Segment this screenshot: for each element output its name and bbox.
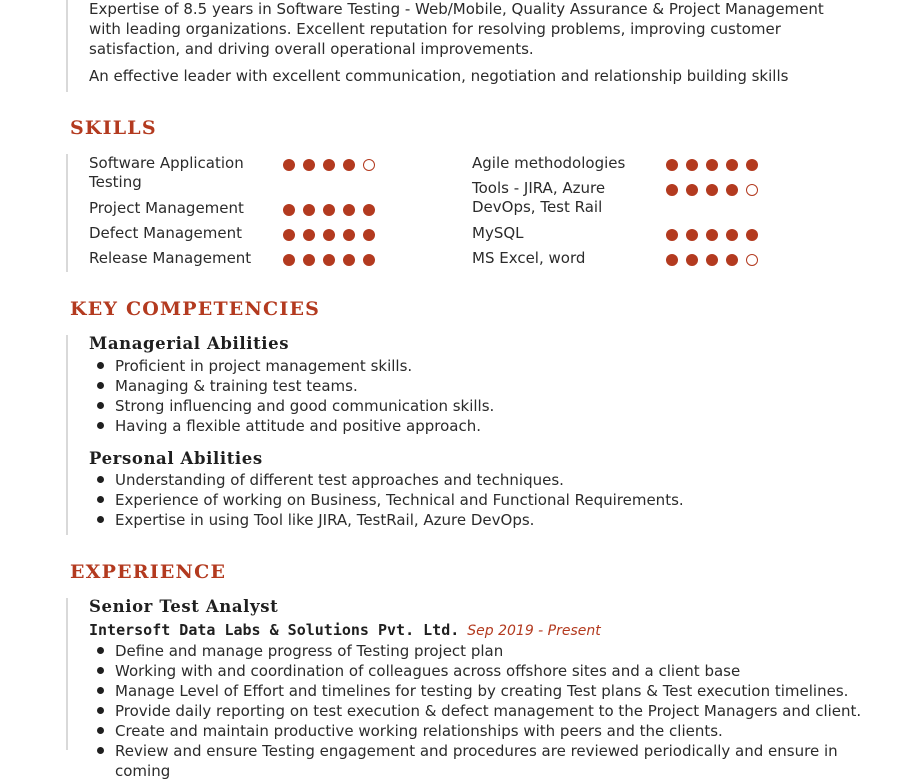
list-item <box>89 376 869 396</box>
bullet-icon <box>97 382 104 389</box>
experience-rule <box>66 598 68 750</box>
skill-name: Software Application Testing <box>89 154 244 191</box>
rating-dot-filled <box>666 159 678 171</box>
rating-dot-empty <box>746 254 758 266</box>
rating-dot-filled <box>343 229 355 241</box>
rating-dot-filled <box>363 254 375 266</box>
rating-dot-filled <box>666 229 678 241</box>
rating-dot-filled <box>363 229 375 241</box>
skills-heading: SKILLS <box>70 117 157 139</box>
rating-dot-filled <box>323 254 335 266</box>
list-item <box>89 356 869 376</box>
rating-dot-filled <box>343 204 355 216</box>
managerial-abilities-title: Managerial Abilities <box>89 334 290 353</box>
list-item <box>89 470 869 490</box>
bullet-icon <box>97 667 104 674</box>
job-dates: Sep 2019 - Present <box>467 623 601 639</box>
rating-dot-empty <box>746 184 758 196</box>
rating-dot-filled <box>283 159 295 171</box>
rating-dot-filled <box>323 229 335 241</box>
rating-dot-filled <box>706 254 718 266</box>
rating-dot-filled <box>726 229 738 241</box>
rating-dot-filled <box>706 229 718 241</box>
skill-rating <box>283 204 375 216</box>
rating-dot-filled <box>323 159 335 171</box>
bullet-icon <box>97 516 104 523</box>
list-item <box>89 661 869 681</box>
rating-dot-filled <box>726 159 738 171</box>
personal-abilities-list <box>89 470 869 530</box>
list-item-text: Define and manage progress of Testing project plan <box>115 642 504 660</box>
list-item-text: Expertise in using Tool like JIRA, TestRail, Azure DevOps. <box>115 511 535 529</box>
list-item-text: Working with and coordination of colleagues across offshore sites and a client base <box>115 662 741 680</box>
rating-dot-filled <box>303 159 315 171</box>
bullet-icon <box>97 707 104 714</box>
bullet-icon <box>97 647 104 654</box>
job-company: Intersoft Data Labs & Solutions Pvt. Ltd. <box>89 621 460 639</box>
bullet-icon <box>97 402 104 409</box>
list-item-text: Understanding of different test approaches and techniques. <box>115 471 564 489</box>
list-item-text: Strong influencing and good communication skills. <box>115 397 495 415</box>
list-item <box>89 490 869 510</box>
skill-rating <box>666 229 758 241</box>
competencies-rule <box>66 335 68 535</box>
rating-dot-filled <box>283 254 295 266</box>
rating-dot-filled <box>746 229 758 241</box>
summary-rule <box>66 0 68 92</box>
rating-dot-filled <box>686 229 698 241</box>
rating-dot-filled <box>666 254 678 266</box>
list-item <box>89 701 869 721</box>
job-role: Senior Test Analyst <box>89 597 279 616</box>
list-item-text: Manage Level of Effort and timelines for testing by creating Test plans & Test execution timelines. <box>115 682 849 700</box>
rating-dot-filled <box>283 229 295 241</box>
list-item <box>89 641 869 661</box>
list-item-text: Experience of working on Business, Technical and Functional Requirements. <box>115 491 684 509</box>
skill-rating <box>666 159 758 171</box>
list-item-text: Having a flexible attitude and positive approach. <box>115 417 481 435</box>
rating-dot-filled <box>303 204 315 216</box>
rating-dot-filled <box>686 254 698 266</box>
rating-dot-filled <box>343 159 355 171</box>
rating-dot-filled <box>323 204 335 216</box>
rating-dot-filled <box>283 204 295 216</box>
bullet-icon <box>97 687 104 694</box>
personal-abilities-title: Personal Abilities <box>89 449 263 468</box>
competencies-heading: KEY COMPETENCIES <box>70 298 321 320</box>
list-item-text: Proficient in project management skills. <box>115 357 413 375</box>
bullet-icon <box>97 747 104 754</box>
rating-dot-filled <box>686 184 698 196</box>
bullet-icon <box>97 422 104 429</box>
skill-name: MySQL <box>472 224 524 242</box>
list-item-text: Create and maintain productive working relationships with peers and the clients. <box>115 722 723 740</box>
rating-dot-filled <box>363 204 375 216</box>
rating-dot-filled <box>706 184 718 196</box>
list-item <box>89 741 869 781</box>
skill-rating <box>666 184 758 196</box>
list-item <box>89 396 869 416</box>
list-item <box>89 681 869 701</box>
skill-name: Agile methodologies <box>472 154 626 172</box>
list-item <box>89 416 869 436</box>
skills-rule <box>66 154 68 272</box>
rating-dot-filled <box>726 254 738 266</box>
job-responsibilities-list <box>89 641 869 781</box>
bullet-icon <box>97 362 104 369</box>
skill-rating <box>666 254 758 266</box>
managerial-abilities-list <box>89 356 869 436</box>
summary-paragraph: Expertise of 8.5 years in Software Testing - Web/Mobile, Quality Assurance & Project Management with leading organizations. Excellent reputation for resolving problems, improving customer satisfaction, and driving overall operational improvements. <box>89 0 824 58</box>
skill-rating <box>283 229 375 241</box>
skill-rating <box>283 254 375 266</box>
rating-dot-empty <box>363 159 375 171</box>
rating-dot-filled <box>706 159 718 171</box>
list-item <box>89 510 869 530</box>
list-item-text: Review and ensure Testing engagement and procedures are reviewed periodically and ensure in coming <box>115 742 838 780</box>
list-item <box>89 721 869 741</box>
rating-dot-filled <box>746 159 758 171</box>
list-item-text: Managing & training test teams. <box>115 377 358 395</box>
bullet-icon <box>97 727 104 734</box>
bullet-icon <box>97 496 104 503</box>
skill-name: Release Management <box>89 249 252 267</box>
bullet-icon <box>97 476 104 483</box>
skill-name: Project Management <box>89 199 244 217</box>
rating-dot-filled <box>686 159 698 171</box>
experience-heading: EXPERIENCE <box>70 561 227 583</box>
rating-dot-filled <box>666 184 678 196</box>
skill-name: MS Excel, word <box>472 249 586 267</box>
rating-dot-filled <box>303 229 315 241</box>
rating-dot-filled <box>726 184 738 196</box>
rating-dot-filled <box>343 254 355 266</box>
skill-name: Tools - JIRA, Azure DevOps, Test Rail <box>472 179 606 216</box>
job-company-line <box>89 621 601 639</box>
skill-name: Defect Management <box>89 224 242 242</box>
list-item-text: Provide daily reporting on test execution & defect management to the Project Managers and client. <box>115 702 862 720</box>
skill-rating <box>283 159 375 171</box>
rating-dot-filled <box>303 254 315 266</box>
summary-leadership: An effective leader with excellent communication, negotiation and relationship building skills <box>89 67 789 85</box>
